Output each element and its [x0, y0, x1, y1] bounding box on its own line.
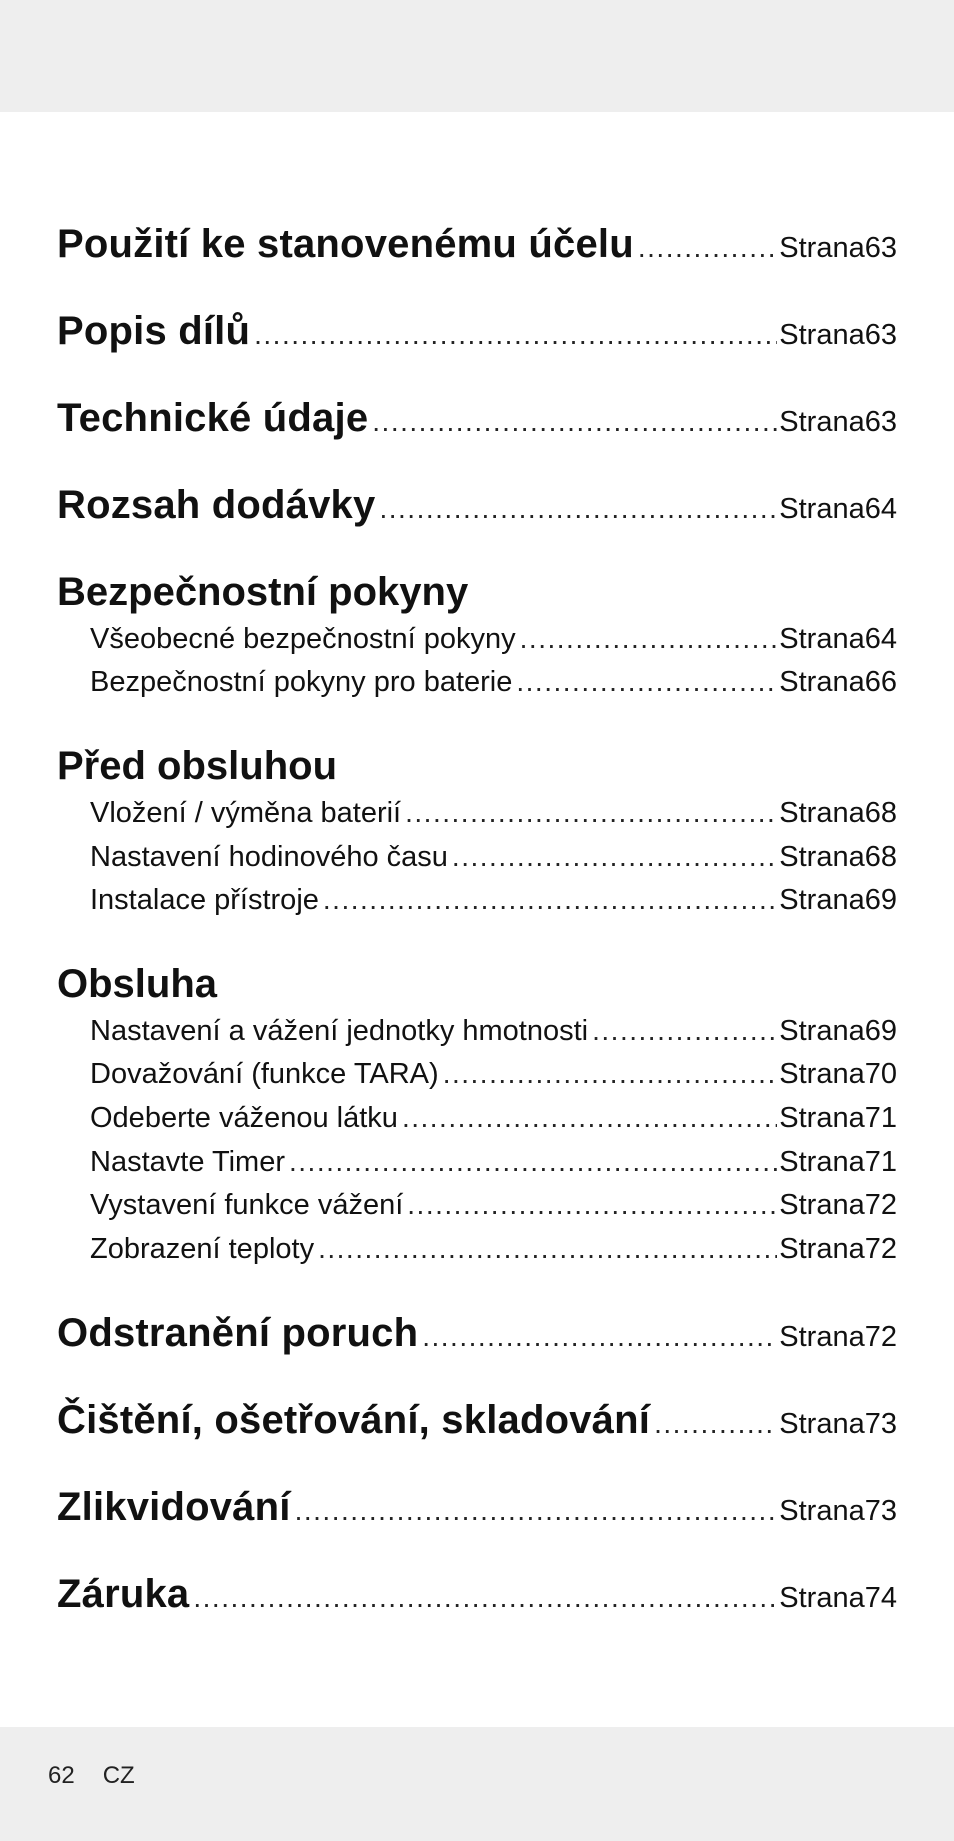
- toc-entry[interactable]: [57, 309, 897, 354]
- leader-dots: [592, 1015, 777, 1047]
- toc-page-number: 68: [864, 841, 897, 873]
- strana-label: Strana: [779, 841, 865, 873]
- toc-entry[interactable]: [57, 1485, 897, 1530]
- toc-subentry[interactable]: [57, 884, 897, 917]
- toc-entry[interactable]: [57, 1398, 897, 1443]
- strana-label: Strana: [779, 1015, 865, 1047]
- toc-subentry[interactable]: [57, 1102, 897, 1135]
- toc-page-number: 63: [864, 319, 897, 351]
- toc-entry-title: Popis dílů: [57, 309, 251, 353]
- strana-label: Strana: [779, 1582, 865, 1614]
- leader-dots: [520, 623, 778, 655]
- toc-section-heading[interactable]: Bezpečnostní pokyny: [57, 570, 469, 614]
- strana-label: Strana: [779, 884, 865, 916]
- toc-page-number: 70: [864, 1058, 897, 1090]
- leader-dots: [407, 1189, 777, 1221]
- leader-dots: [372, 406, 777, 438]
- toc-entry-title: Nastavte Timer: [90, 1146, 285, 1178]
- toc-page-number: 63: [864, 406, 897, 438]
- toc-subentry[interactable]: [57, 1058, 897, 1091]
- strana-label: Strana: [779, 493, 865, 525]
- toc-subentry[interactable]: [57, 1015, 897, 1048]
- leader-dots: [452, 841, 777, 873]
- toc-section-heading[interactable]: Obsluha: [57, 962, 218, 1006]
- leader-dots: [323, 884, 777, 916]
- footer-language-code: CZ: [102, 1762, 135, 1789]
- strana-label: Strana: [779, 319, 865, 351]
- toc-page-number: 72: [864, 1233, 897, 1265]
- toc-entry[interactable]: [57, 1311, 897, 1356]
- leader-dots: [402, 1102, 777, 1134]
- toc-page-number: 73: [864, 1408, 897, 1440]
- leader-dots: [638, 232, 777, 264]
- strana-label: Strana: [779, 1102, 865, 1134]
- leader-dots: [443, 1058, 778, 1090]
- strana-label: Strana: [779, 666, 865, 698]
- leader-dots: [254, 319, 777, 351]
- leader-dots: [516, 666, 777, 698]
- toc-page-number: 72: [864, 1321, 897, 1353]
- page-footer: [48, 1762, 135, 1790]
- toc-page-number: 63: [864, 232, 897, 264]
- toc-subentry[interactable]: [57, 623, 897, 656]
- toc-entry-title: Instalace přístroje: [90, 884, 319, 916]
- toc-subentry[interactable]: [57, 666, 897, 699]
- toc-page-number: 66: [864, 666, 897, 698]
- toc-page-number: 68: [864, 797, 897, 829]
- toc-entry-title: Odstranění poruch: [57, 1311, 419, 1355]
- toc-entry[interactable]: [57, 1572, 897, 1617]
- toc-entry-title: Rozsah dodávky: [57, 483, 376, 527]
- toc-page-number: 69: [864, 884, 897, 916]
- toc-subentry[interactable]: [57, 1146, 897, 1179]
- leader-dots: [422, 1321, 777, 1353]
- strana-label: Strana: [779, 232, 865, 264]
- toc-entry-title: Bezpečnostní pokyny pro baterie: [90, 666, 513, 698]
- strana-label: Strana: [779, 1189, 865, 1221]
- toc-subentry[interactable]: [57, 1189, 897, 1222]
- strana-label: Strana: [779, 623, 865, 655]
- footer-page-number: 62: [48, 1762, 75, 1789]
- toc-entry-title: Záruka: [57, 1572, 190, 1616]
- strana-label: Strana: [779, 797, 865, 829]
- toc-entry[interactable]: [57, 396, 897, 441]
- toc-entry-title: Dovažování (funkce TARA): [90, 1058, 439, 1090]
- toc-entry-title: Použití ke stanovenému účelu: [57, 222, 634, 266]
- strana-label: Strana: [779, 1408, 865, 1440]
- toc-entry-title: Zobrazení teploty: [90, 1233, 315, 1265]
- strana-label: Strana: [779, 1495, 865, 1527]
- toc-page-number: 69: [864, 1015, 897, 1047]
- toc-entry-title: Nastavení a vážení jednotky hmotnosti: [90, 1015, 589, 1047]
- toc-subentry[interactable]: [57, 797, 897, 830]
- toc-page-number: 71: [864, 1102, 897, 1134]
- toc-subentry[interactable]: [57, 841, 897, 874]
- toc-entry-title: Technické údaje: [57, 396, 369, 440]
- toc-entry-title: Odeberte váženou látku: [90, 1102, 398, 1134]
- strana-label: Strana: [779, 1233, 865, 1265]
- toc-section-heading[interactable]: Před obsluhou: [57, 744, 337, 788]
- toc-entry[interactable]: [57, 222, 897, 267]
- leader-dots: [193, 1582, 777, 1614]
- toc-entry[interactable]: [57, 483, 897, 528]
- toc-entry-title: Vystavení funkce vážení: [90, 1189, 404, 1221]
- header-band: [0, 0, 954, 112]
- toc-entry-title: Zlikvidování: [57, 1485, 291, 1529]
- toc-page-number: 64: [864, 623, 897, 655]
- leader-dots: [289, 1146, 777, 1178]
- toc-page-number: 74: [864, 1582, 897, 1614]
- leader-dots: [379, 493, 777, 525]
- toc-page-number: 64: [864, 493, 897, 525]
- strana-label: Strana: [779, 1058, 865, 1090]
- toc-subentry[interactable]: [57, 1233, 897, 1266]
- toc-entry-title: Vložení / výměna baterií: [90, 797, 402, 829]
- toc-entry-title: Všeobecné bezpečnostní pokyny: [90, 623, 516, 655]
- toc-page-number: 72: [864, 1189, 897, 1221]
- toc-page-number: 71: [864, 1146, 897, 1178]
- footer-band: [0, 1727, 954, 1841]
- toc-page-number: 73: [864, 1495, 897, 1527]
- toc-entry-title: Nastavení hodinového času: [90, 841, 448, 873]
- toc-entry-title: Čištění, ošetřování, skladování: [57, 1398, 651, 1442]
- leader-dots: [405, 797, 777, 829]
- leader-dots: [318, 1233, 777, 1265]
- strana-label: Strana: [779, 1321, 865, 1353]
- leader-dots: [654, 1408, 777, 1440]
- leader-dots: [295, 1495, 778, 1527]
- strana-label: Strana: [779, 406, 865, 438]
- strana-label: Strana: [779, 1146, 865, 1178]
